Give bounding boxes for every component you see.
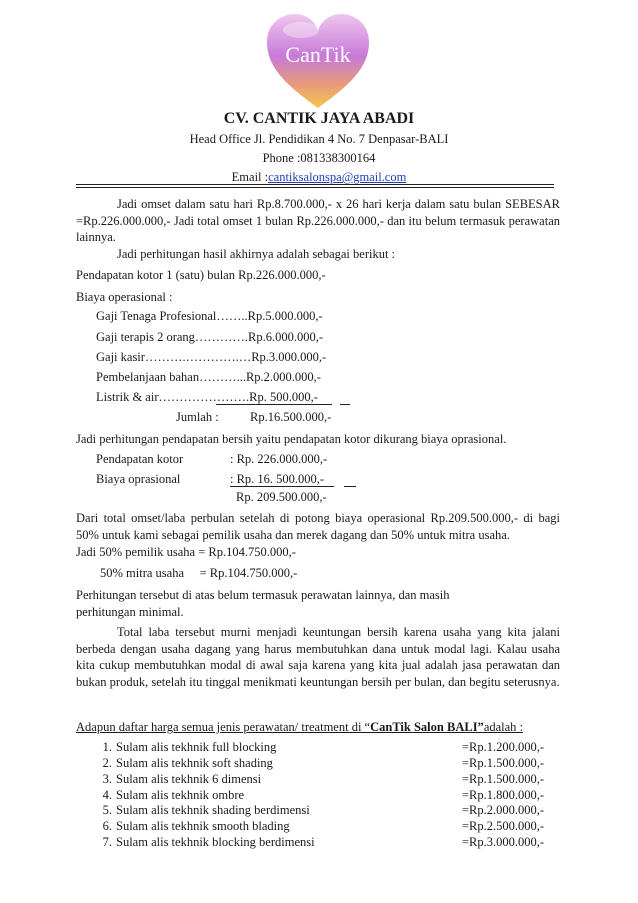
treatment-name: Sulam alis tekhnik full blocking (116, 740, 277, 754)
opex-title: Biaya operasional : (76, 290, 173, 304)
omset-paragraph: Jadi omset dalam satu hari Rp.8.700.000,- x 26 hari kerja dalam satu bulan SEBESAR =Rp.226.000.000,- Jadi total omset 1 bulan Rp.226.000.000,- dan itu belum termasuk perawatan lainnya. (76, 197, 560, 244)
treatment-name: Sulam alis tekhnik shading berdimensi (116, 803, 310, 817)
treatment-price: =Rp.2.000.000,- (462, 803, 545, 817)
owner-share: Jadi 50% pemilik usaha = Rp.104.750.000,- (76, 545, 296, 559)
net-row-label: Biaya oprasional (96, 472, 181, 486)
treatment-name: Sulam alis tekhnik smooth blading (116, 819, 290, 833)
treatment-name: Sulam alis tekhnik ombre (116, 788, 245, 802)
partner-share: 50% mitra usaha = Rp.104.750.000,- (100, 566, 298, 580)
opex-item: Gaji terapis 2 orang………….Rp.6.000.000,- (96, 330, 324, 344)
list-number: 5. (102, 803, 112, 817)
list-number: 1. (102, 740, 112, 754)
profit-paragraph: Dari total omset/laba perbulan setelah di potong biaya operasional Rp.209.500.000,- di bagi 50% untuk kami sebagai pemilik usaha dan merek dagang dan 50% untuk mitra usaha. (76, 511, 560, 542)
treatment-price: =Rp.3.000.000,- (462, 835, 545, 849)
email-label: Email : (231, 170, 269, 184)
net-row-value: : Rp. 16. 500.000,- (230, 472, 325, 486)
list-number: 3. (102, 772, 112, 786)
net-row-value: : Rp. 226.000.000,- (230, 452, 328, 466)
opex-total-value: Rp.16.500.000,- (250, 410, 332, 424)
header-divider-top (76, 184, 554, 185)
treatment-price: =Rp.1.200.000,- (462, 740, 545, 754)
list-number: 7. (102, 835, 112, 849)
treatment-name: Sulam alis tekhnik soft shading (116, 756, 273, 770)
opex-item: Gaji Tenaga Profesional……..Rp.5.000.000,- (96, 309, 323, 323)
net-row-label: Pendapatan kotor (96, 452, 184, 466)
opex-item: Gaji kasir……….………….…Rp.3.000.000,- (96, 350, 327, 364)
sum-line (216, 404, 332, 405)
company-name: CV. CANTIK JAYA ABADI (223, 110, 415, 127)
treatment-price: =Rp.1.500.000,- (462, 756, 545, 770)
cantik-heart-logo (263, 12, 373, 112)
salon-name: CanTik Salon BALI” (370, 720, 484, 734)
price-intro (76, 720, 523, 735)
opex-item: Listrik & air………………….Rp. 500.000,- (96, 390, 318, 404)
treatment-price: =Rp.1.500.000,- (462, 772, 545, 786)
email-link[interactable]: cantiksalonspa@gmail.com (268, 170, 407, 184)
price-intro-verb: adalah (483, 720, 517, 734)
header-divider-bottom (76, 187, 554, 188)
net-result: Rp. 209.500.000,- (236, 490, 327, 504)
treatment-name: Sulam alis tekhnik 6 dimensi (116, 772, 262, 786)
price-intro-text: Adapun daftar harga semua jenis perawatan/ treatment di “ (76, 720, 371, 734)
treatment-price: =Rp.1.800.000,- (462, 788, 545, 802)
minus-sign (344, 486, 356, 487)
company-phone: Phone :081338300164 (262, 151, 376, 165)
calc-intro: Jadi perhitungan hasil akhirnya adalah sebagai berikut : (117, 247, 396, 261)
gross-income: Pendapatan kotor 1 (satu) bulan Rp.226.000.000,- (76, 268, 326, 282)
minus-sign (340, 404, 350, 405)
minimal-note: Perhitungan tersebut di atas belum termasuk perawatan lainnya, dan masih perhitungan minimal. (76, 588, 450, 619)
net-intro: Jadi perhitungan pendapatan bersih yaitu pendapatan kotor dikurang biaya oprasional. (76, 432, 507, 446)
opex-item: Pembelanjaan bahan………...Rp.2.000.000,- (96, 370, 321, 384)
company-address: Head Office Jl. Pendidikan 4 No. 7 Denpasar-BALI (189, 132, 449, 146)
list-number: 4. (102, 788, 112, 802)
treatment-price: =Rp.2.500.000,- (462, 819, 545, 833)
logo-text: CanTik (285, 42, 351, 67)
treatment-name: Sulam alis tekhnik blocking berdimensi (116, 835, 315, 849)
company-email-line (0, 170, 638, 185)
opex-total-label: Jumlah : (176, 410, 219, 424)
sum-line (230, 486, 334, 487)
closing-paragraph: Total laba tersebut murni menjadi keuntungan bersih karena usaha yang kita jalani berbeda dengan usaha dagang yang harus membutuhkan dana untuk modal lagi. Kalau usaha kita cukup membutuhkan modal di awal saja karena yang kita jual adalah jasa perawatan dan bukan produk, setelah itu tinggal menikmati keuntungan bersih per bulan, dan begitu seterusnya. (76, 625, 560, 689)
price-intro-colon: : (516, 720, 524, 734)
list-number: 6. (102, 819, 112, 833)
list-number: 2. (102, 756, 112, 770)
